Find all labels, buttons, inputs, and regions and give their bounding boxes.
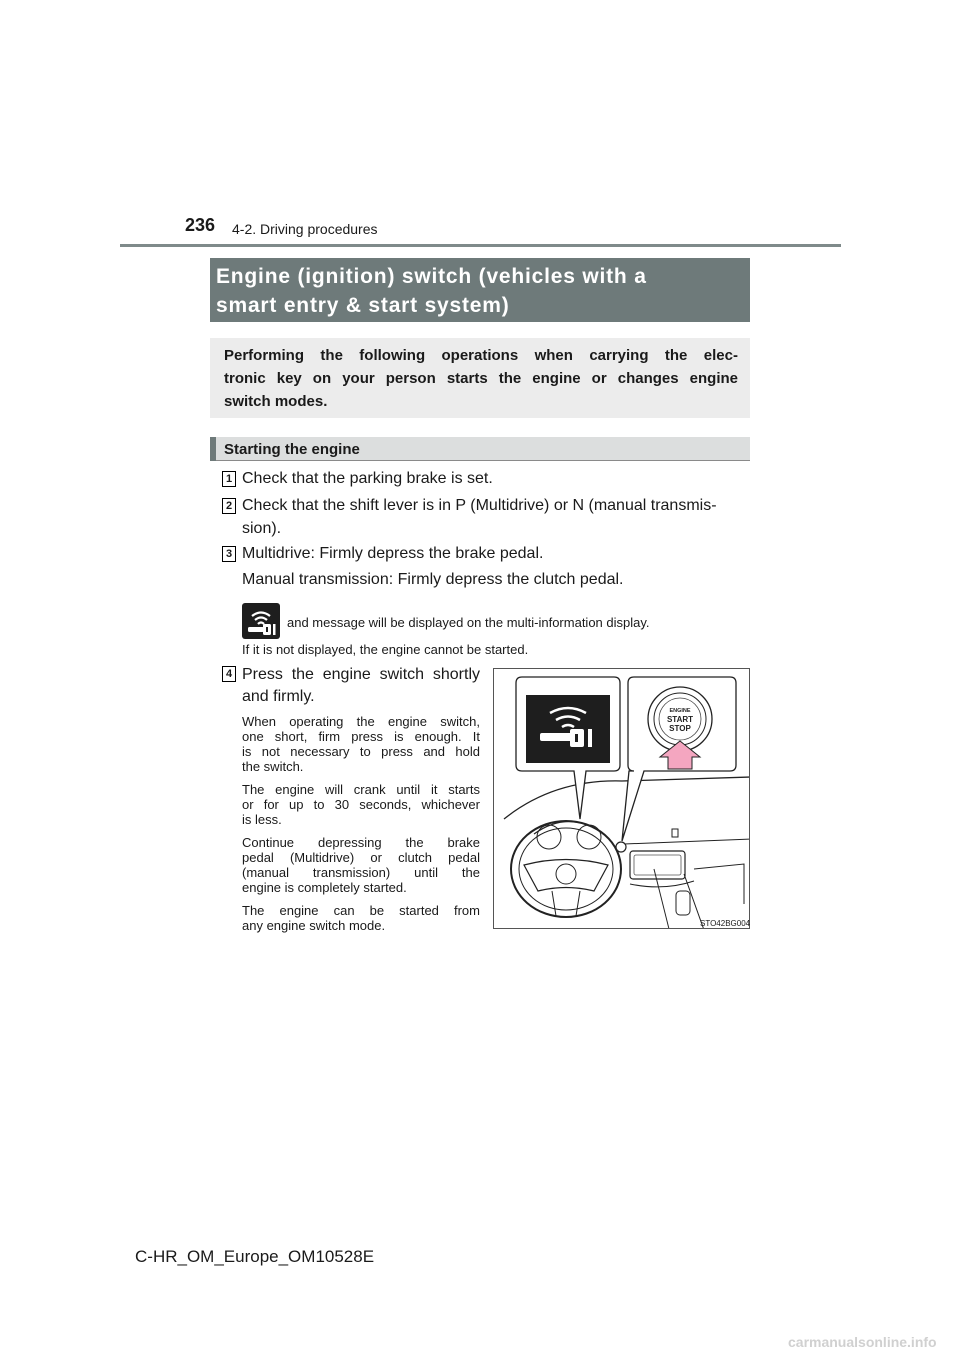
page-number: 236 (185, 215, 216, 235)
subheading-bar (210, 437, 216, 461)
note-line: pedal (Multidrive) or clutch pedal (242, 850, 480, 865)
step-4-note-1 (242, 714, 480, 774)
step-4-note-3 (242, 835, 480, 895)
step-4-main-text (242, 664, 480, 708)
step-2-text-line-1: Check that the shift lever is in P (Multidrive) or N (manual transmis- (242, 497, 717, 514)
step-3-text-line-1: Multidrive: Firmly depress the brake pedal. (242, 545, 544, 562)
intro-line-2: tronic key on your person starts the engine or changes engine (224, 370, 738, 387)
note-line: Continue depressing the brake (242, 835, 480, 850)
note-line: (manual transmission) until the (242, 865, 480, 880)
figure-button-line-1: ENGINE (669, 708, 691, 714)
note-line: The engine can be started from (242, 903, 480, 918)
note-line: engine is completely started. (242, 880, 407, 895)
step-3-note-1: and message will be displayed on the multi-information display. (287, 615, 650, 630)
note-line: is not necessary to press and hold (242, 744, 480, 759)
step-4-note-2 (242, 782, 480, 827)
figure-button-line-2: START (666, 715, 694, 724)
note-line: or for up to 30 seconds, whichever (242, 797, 480, 812)
subheading (210, 437, 750, 461)
figure-button-line-3: STOP (669, 724, 691, 733)
step-1-text: Check that the parking brake is set. (242, 470, 493, 487)
step-4-note-4 (242, 903, 480, 933)
step-4-notes (242, 714, 480, 941)
page-title-line-2: smart entry & start system) (216, 294, 510, 317)
footer-doc-id: C-HR_OM_Europe_OM10528E (135, 1247, 375, 1266)
note-line: the switch. (242, 759, 304, 774)
step-number-2: 2 (222, 498, 236, 514)
intro-line-1: Performing the following operations when carrying the elec- (224, 347, 738, 364)
figure-code: STO42BG004 (700, 919, 751, 928)
page-title (210, 258, 750, 322)
intro-line-3: switch modes. (224, 393, 328, 410)
dashboard-illustration (493, 668, 750, 929)
note-line: The engine will crank until it starts (242, 782, 480, 797)
step-3-text-line-2: Manual transmission: Firmly depress the clutch pedal. (242, 571, 624, 588)
watermark: carmanualsonline.info (788, 1334, 937, 1350)
step-number-3: 3 (222, 546, 236, 562)
note-line: is less. (242, 812, 282, 827)
note-line: When operating the engine switch, (242, 714, 480, 729)
note-line: any engine switch mode. (242, 918, 386, 933)
step-3-note-2: If it is not displayed, the engine cannot be started. (242, 642, 529, 657)
step-number-1: 1 (222, 471, 236, 487)
step-2-text-line-2: sion). (242, 520, 282, 537)
step-4-text-line-2: and firmly. (242, 688, 315, 705)
smart-key-indicator-icon (242, 603, 280, 639)
section-label: 4-2. Driving procedures (232, 221, 378, 237)
intro-box (210, 338, 750, 418)
step-number-4: 4 (222, 666, 236, 682)
step-4-text-line-1: Press the engine switch shortly (242, 666, 480, 683)
header-rule (120, 244, 841, 247)
note-line: one short, firm press is enough. It (242, 729, 480, 744)
page-title-line-1: Engine (ignition) switch (vehicles with a (216, 265, 647, 288)
subheading-label: Starting the engine (224, 441, 360, 458)
